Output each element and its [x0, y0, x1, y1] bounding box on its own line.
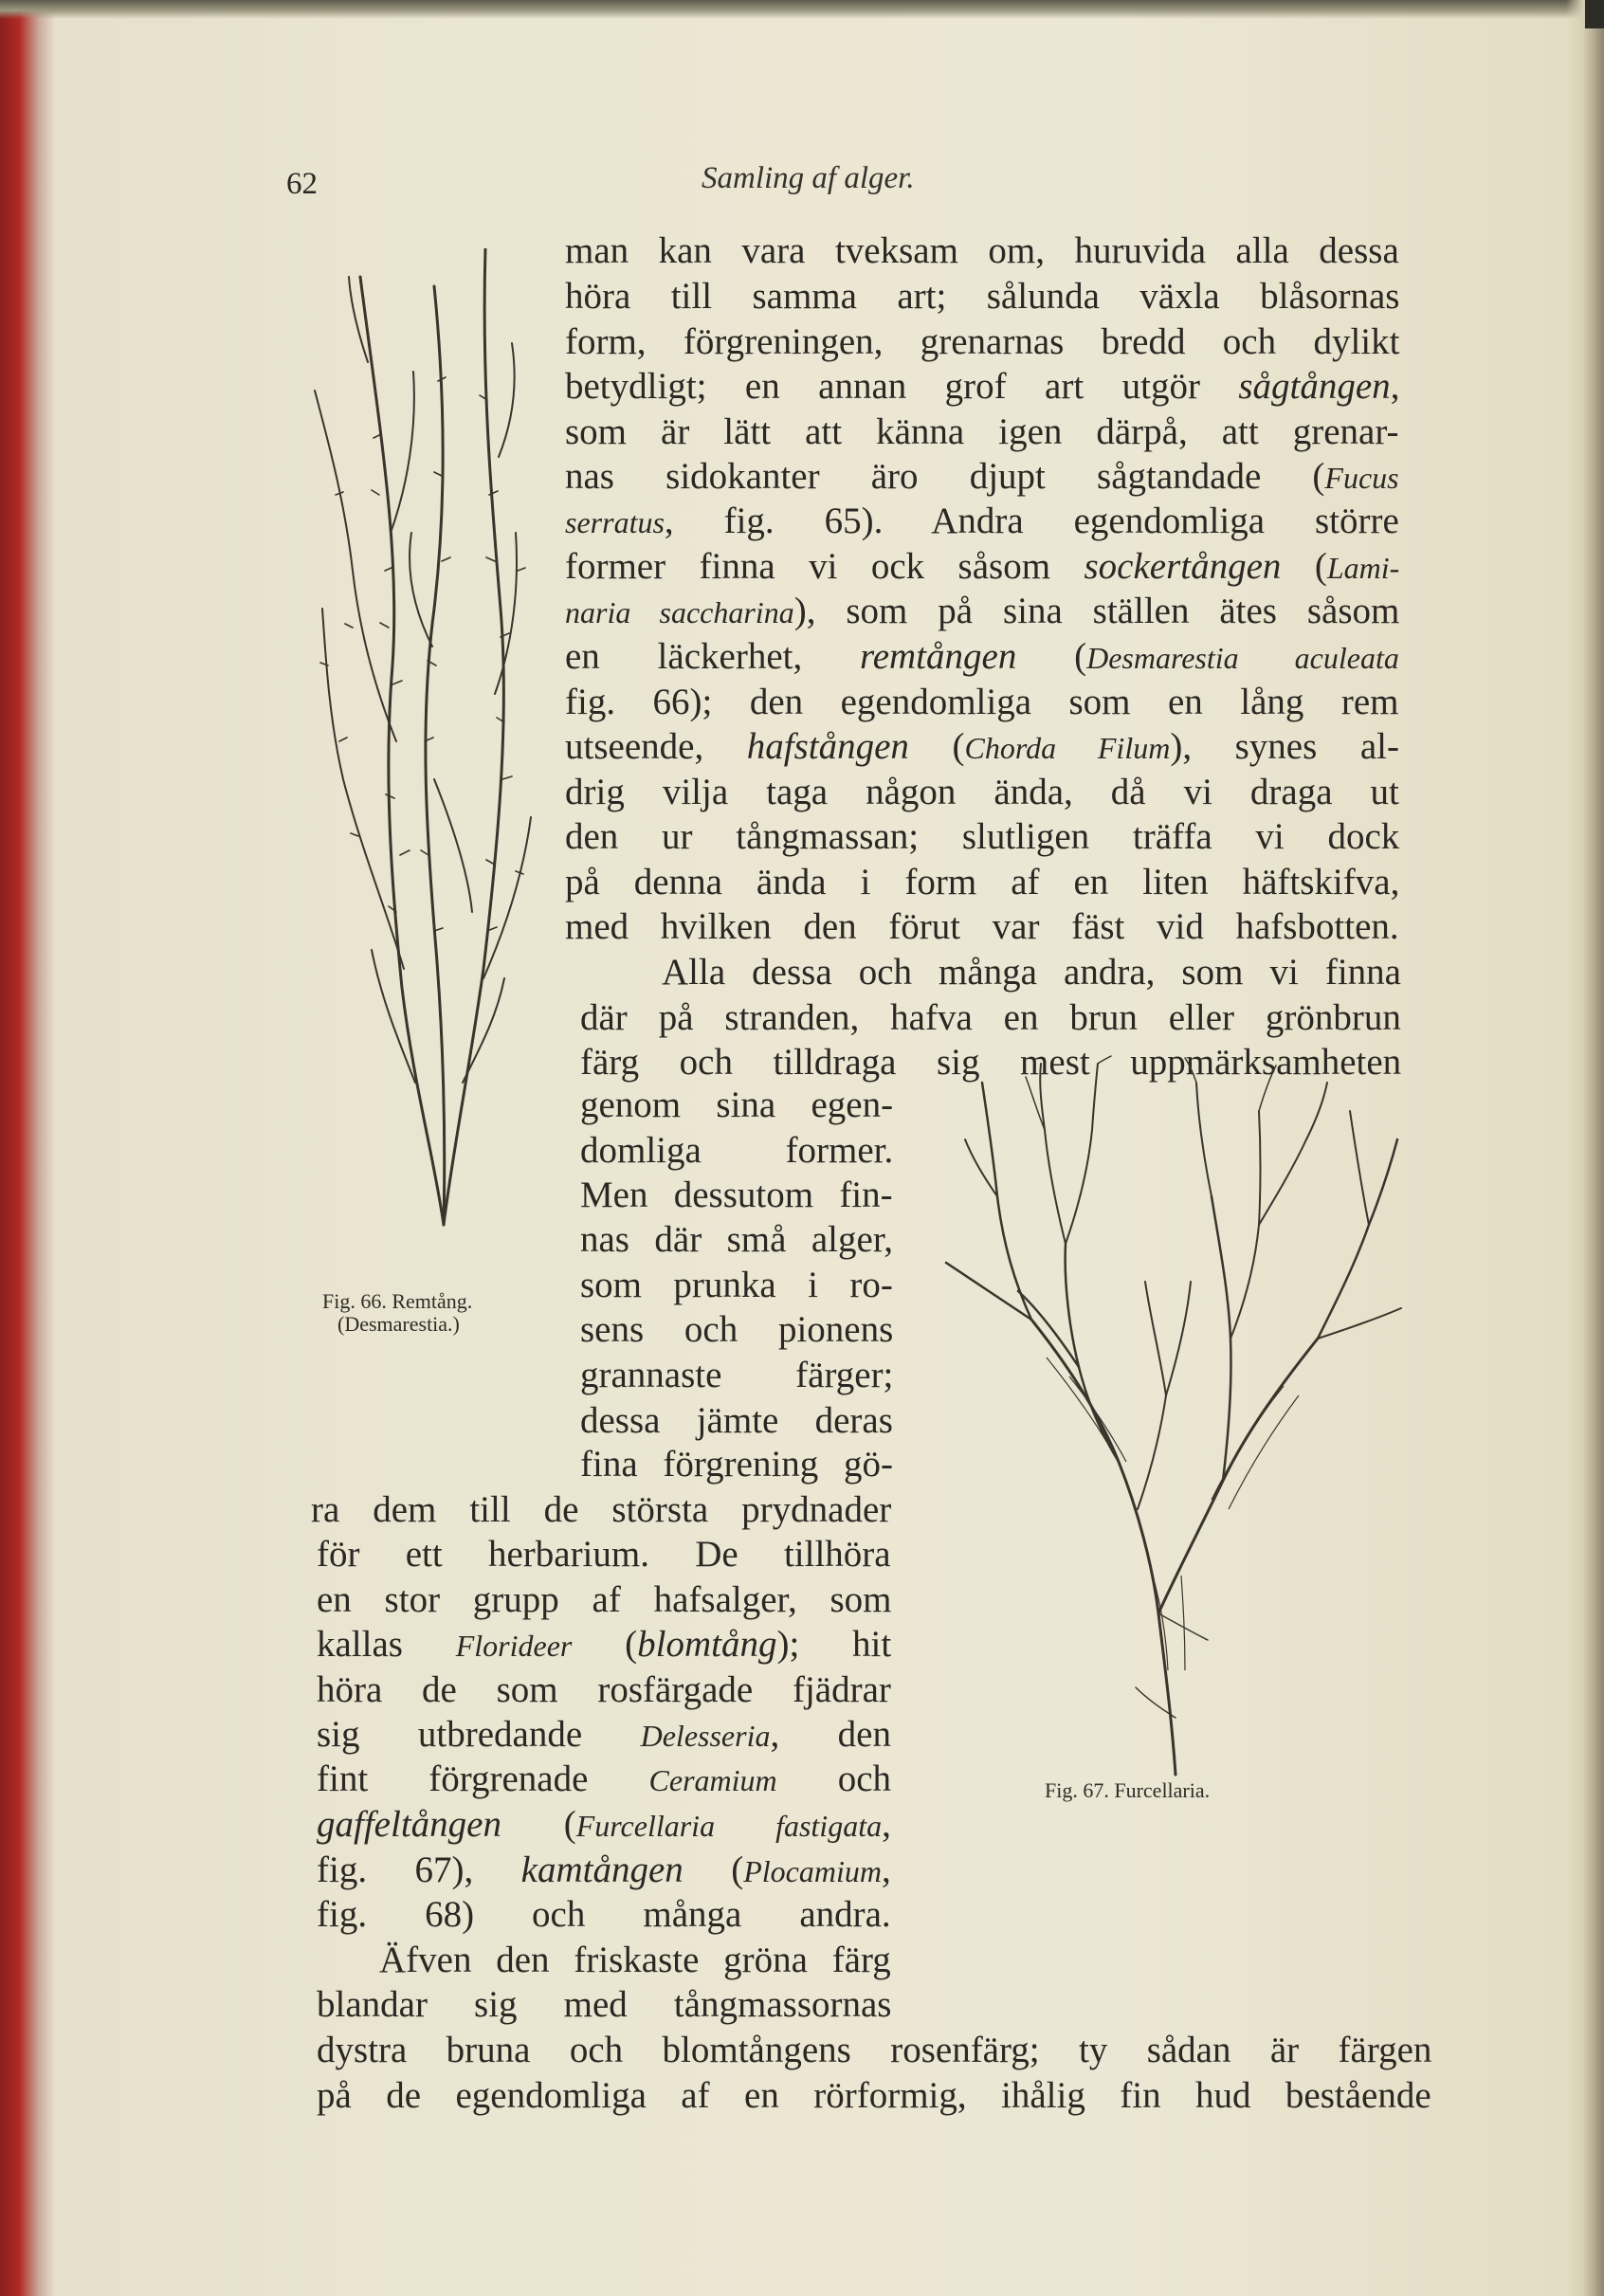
text-line — [317, 1668, 891, 1712]
italic-term: Desmarestia aculeata — [1086, 641, 1399, 675]
text-line — [317, 1713, 891, 1757]
italic-term: sågtången — [1238, 366, 1391, 407]
italic-term: remtången — [859, 636, 1017, 677]
text-line — [317, 1623, 891, 1667]
text-line — [379, 1939, 891, 1982]
italic-term: Ceramium — [648, 1763, 777, 1797]
text-segment: , — [1390, 366, 1400, 407]
text-line — [662, 951, 1401, 994]
text-segment: sig utbredande — [317, 1714, 641, 1755]
text-segment: grannaste färger; — [580, 1355, 894, 1395]
text-segment: kallas — [317, 1624, 456, 1665]
italic-term: Plocamium — [743, 1854, 882, 1888]
text-segment: form, förgreningen, grenarnas bredd och dylikt — [565, 321, 1400, 362]
text-line — [317, 1578, 891, 1622]
text-segment: som prunka i ro- — [580, 1265, 893, 1305]
text-segment: som är lätt att känna igen därpå, att grenar- — [565, 411, 1399, 452]
italic-term: Lami- — [1326, 551, 1400, 585]
italic-term: sockertången — [1084, 546, 1282, 587]
book-spine-edge — [0, 0, 55, 2296]
page-top-edge — [0, 0, 1604, 19]
italic-term: hafstången — [746, 726, 909, 767]
text-line — [317, 1533, 891, 1576]
text-line — [565, 229, 1399, 273]
text-segment: ( — [1281, 546, 1327, 587]
text-segment: dystra bruna och blomtångens rosenfärg; ty sådan är färgen — [317, 2030, 1432, 2070]
figure-66-caption-line2: (Desmarestia.) — [337, 1312, 460, 1336]
text-line — [317, 1983, 891, 2027]
text-segment: , — [881, 1850, 891, 1890]
text-segment: fig. 67), — [317, 1850, 521, 1890]
text-segment: Äfven den friskaste gröna färg — [379, 1940, 891, 1980]
text-segment: Alla dessa och många andra, som vi finna — [662, 952, 1401, 993]
text-line — [565, 365, 1399, 409]
text-line — [580, 1129, 893, 1173]
text-segment: ( — [501, 1804, 576, 1845]
text-segment: fig. 66); den egendomliga som en lång rem — [565, 682, 1399, 722]
figure-66-caption-line1: Fig. 66. Remtång. — [322, 1289, 473, 1313]
text-segment: man kan vara tveksam om, huruvida alla dessa — [565, 230, 1399, 271]
text-line — [580, 1218, 893, 1262]
text-line — [565, 590, 1399, 633]
text-line — [565, 410, 1399, 454]
text-line — [580, 1399, 893, 1443]
text-line — [565, 500, 1399, 543]
figure-66-desmarestia — [301, 248, 540, 1272]
text-segment: nas sidokanter äro djupt sågtandade ( — [565, 456, 1325, 497]
text-line — [580, 1174, 893, 1217]
text-line — [580, 996, 1401, 1040]
text-segment: , — [882, 1804, 891, 1845]
text-line — [580, 1084, 893, 1127]
italic-term: Chorda Filum — [964, 731, 1171, 765]
text-segment: , den — [770, 1714, 891, 1755]
text-segment: fint förgrenade — [317, 1758, 649, 1799]
text-line — [565, 725, 1399, 769]
text-segment: ( — [1016, 636, 1087, 677]
italic-term: Florideer — [455, 1629, 573, 1663]
text-segment: ); hit — [776, 1624, 892, 1665]
text-line — [317, 1893, 891, 1937]
text-line — [317, 1758, 891, 1801]
text-segment: för ett herbarium. De tillhöra — [317, 1534, 891, 1575]
italic-term: serratus — [565, 505, 665, 539]
text-segment: med hvilken den förut var fäst vid hafsbotten. — [565, 906, 1399, 947]
text-line — [565, 320, 1399, 364]
text-line — [580, 1443, 893, 1486]
text-segment: dessa jämte deras — [580, 1400, 893, 1441]
figure-67-furcellaria — [927, 1054, 1420, 1784]
text-segment: den ur tångmassan; slutligen träffa vi dock — [565, 816, 1400, 857]
text-line — [580, 1264, 893, 1307]
italic-term: Delesseria — [640, 1719, 771, 1753]
text-segment: höra de som rosfärgade fjädrar — [317, 1669, 891, 1710]
text-line — [565, 681, 1399, 724]
running-title: Samling af alger. — [702, 161, 915, 195]
text-segment: höra till samma art; sålunda växla blåsornas — [565, 276, 1400, 317]
text-line — [317, 1849, 891, 1892]
text-segment: former finna vi ock såsom — [565, 546, 1085, 587]
text-segment: blandar sig med tångmassornas — [317, 1984, 892, 2025]
text-segment: Men dessutom fin- — [580, 1175, 893, 1215]
text-segment: på denna ända i form af en liten häftskifva, — [565, 862, 1400, 902]
text-segment: fig. 68) och många andra. — [317, 1894, 891, 1935]
text-line — [565, 455, 1399, 499]
text-line — [311, 1488, 891, 1532]
text-segment: ), synes al- — [1170, 726, 1399, 767]
page-number: 62 — [286, 167, 318, 201]
text-line — [565, 545, 1399, 589]
italic-term: gaffeltången — [317, 1804, 501, 1845]
text-segment: ( — [572, 1624, 638, 1665]
text-line — [580, 1308, 893, 1352]
text-segment: färg och tilldraga sig mest uppmärksamheten — [580, 1042, 1402, 1083]
text-segment: ra dem till de största prydnader — [311, 1489, 892, 1530]
text-segment: betydligt; en annan grof art utgör — [565, 366, 1239, 407]
page-right-edge — [1566, 0, 1604, 2296]
text-line — [565, 771, 1399, 814]
page-corner-shadow — [1585, 0, 1604, 28]
text-segment: sens och pionens — [580, 1309, 894, 1350]
text-segment: och — [776, 1758, 892, 1799]
text-line — [565, 635, 1399, 679]
figure-67-caption: Fig. 67. Furcellaria. — [1045, 1778, 1211, 1802]
text-segment: på de egendomliga af en rörformig, ihålig fin hud bestående — [317, 2075, 1431, 2116]
text-segment: nas där små alger, — [580, 1219, 893, 1260]
text-line — [565, 905, 1399, 949]
text-segment: drig vilja taga någon ända, då vi draga ut — [565, 772, 1399, 812]
italic-term: Furcellaria fastigata — [575, 1809, 883, 1843]
text-segment: ( — [683, 1850, 744, 1890]
text-segment: domliga former. — [580, 1130, 894, 1171]
italic-term: naria saccharina — [565, 595, 794, 629]
text-line — [317, 2074, 1431, 2118]
text-segment: ), som på sina ställen ätes såsom — [793, 591, 1400, 631]
italic-term: kamtången — [520, 1850, 684, 1890]
text-line — [565, 861, 1399, 904]
text-line — [580, 1354, 893, 1397]
text-line — [565, 275, 1399, 319]
text-segment: ( — [908, 726, 965, 767]
text-segment: genom sina egen- — [580, 1084, 894, 1125]
italic-term: blomtång — [637, 1624, 777, 1665]
text-segment: fina förgrening gö- — [580, 1444, 894, 1485]
text-segment: en läckerhet, — [565, 636, 860, 677]
text-line — [565, 815, 1399, 859]
text-segment: en stor grupp af hafsalger, som — [317, 1579, 892, 1620]
text-segment: utseende, — [565, 726, 747, 767]
text-segment: där på stranden, hafva en brun eller grönbrun — [580, 997, 1401, 1038]
italic-term: Fucus — [1324, 461, 1399, 495]
text-line — [317, 2029, 1431, 2072]
text-line — [317, 1803, 891, 1847]
text-segment: , fig. 65). Andra egendomliga större — [664, 501, 1399, 541]
